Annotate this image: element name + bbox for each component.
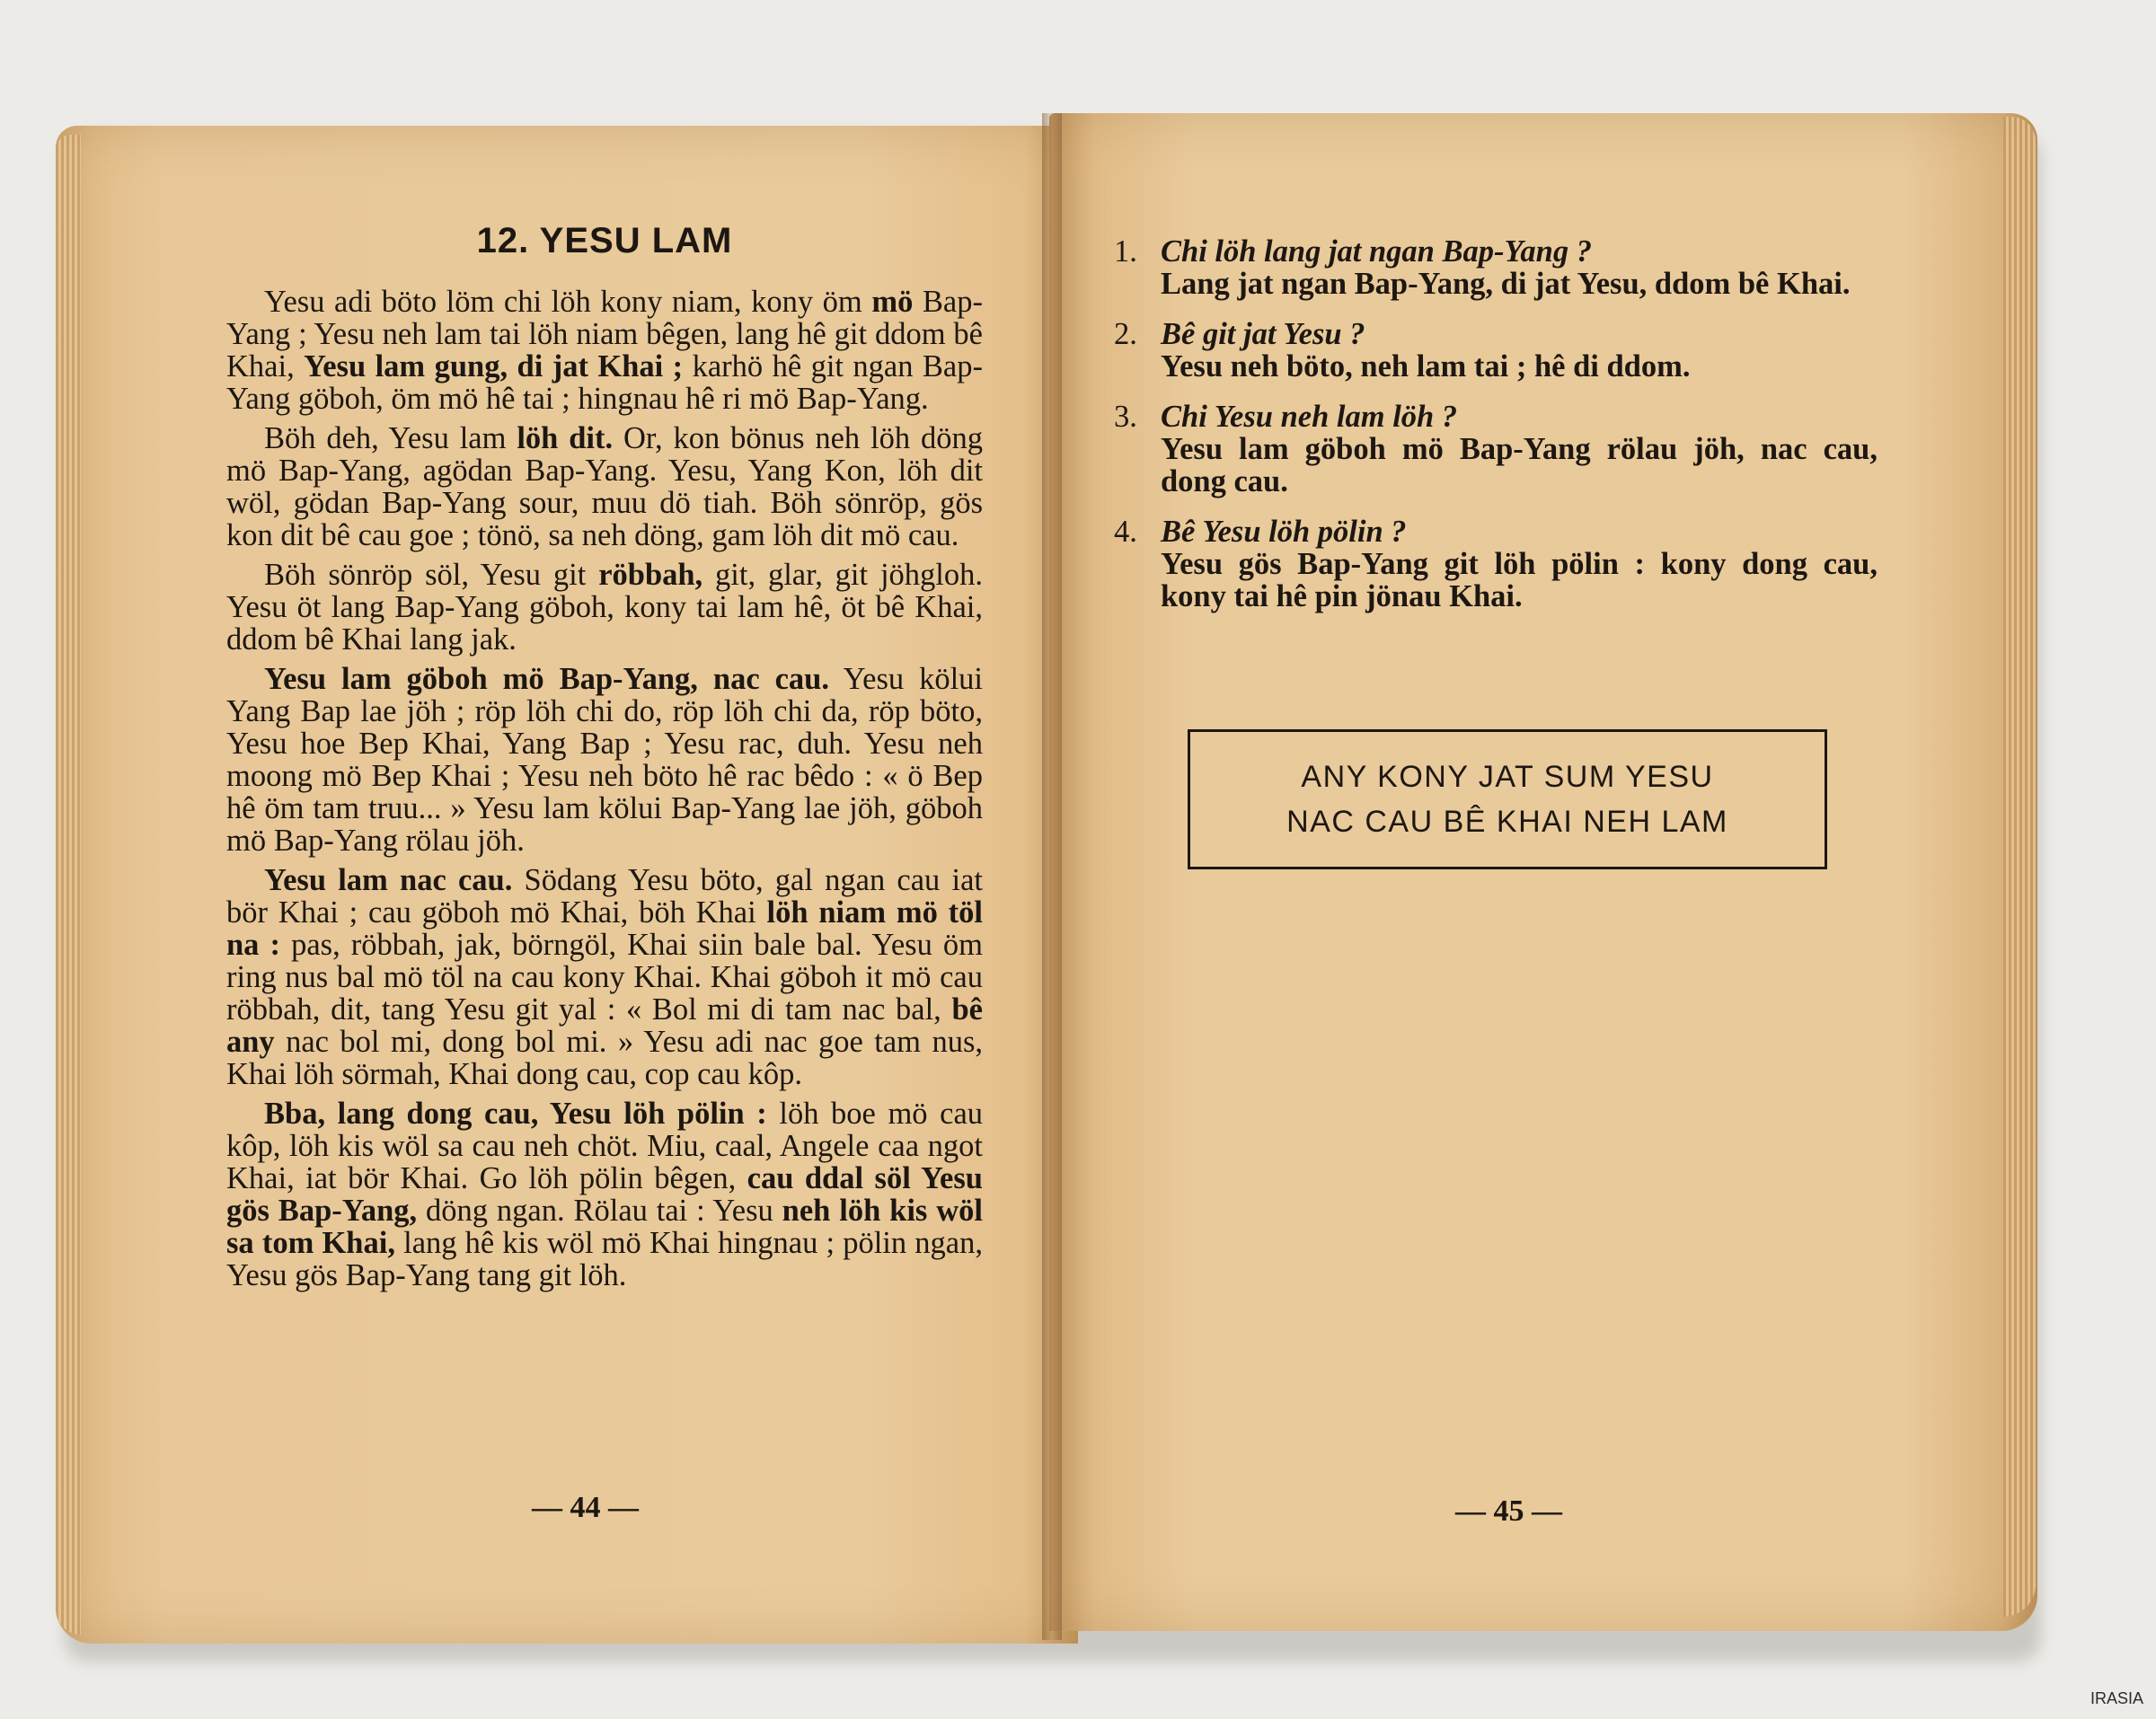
text-run: Böh sönröp söl, Yesu git — [264, 558, 599, 592]
page-number-right: — 45 — — [1455, 1494, 1562, 1528]
text-run: Yesu adi böto löm chi löh kony niam, kony öm — [264, 285, 872, 319]
text-run: Södang Yesu böto, gal ngan cau iat bör Khai ; cau göboh mö Khai, böh Khai — [226, 863, 983, 930]
question-line — [1114, 235, 1878, 268]
question-text: Bê Yesu löh pölin ? — [1161, 515, 1407, 549]
left-page-edges — [56, 135, 81, 1635]
paragraph — [226, 422, 983, 551]
paragraph — [226, 286, 983, 415]
answer-text: Yesu gös Bap-Yang git löh pölin : kony dong cau, kony tai hê pin jönau Khai. — [1161, 547, 1878, 613]
answer-text: Lang jat ngan Bap-Yang, di jat Yesu, ddom bê Khai. — [1161, 267, 1851, 301]
question-item — [1114, 235, 1878, 300]
question-item — [1114, 401, 1878, 498]
paragraph — [226, 864, 983, 1090]
bold-text-run: cau ddal söl Yesu gös Bap-Yang, — [226, 1161, 983, 1228]
right-page-edges — [2003, 117, 2036, 1617]
text-run: Yesu kölui Yang Bap lae jöh ; röp löh chi do, röp löh chi da, röp böto, Yesu hoe Bep Khai, Yang Bap ; Yesu rac, duh. Yesu neh moong mö Bep Khai ; Yesu neh böto hê rac bêdo : « ö Bep hê öm tam truu... » Yesu lam kölui Bap-Yang lae jöh, göboh mö Bap-Yang rölau jöh. — [226, 662, 984, 858]
watermark: IRASIA — [2090, 1689, 2143, 1707]
bold-text-run: Bba, lang dong cau, Yesu löh pölin : — [264, 1097, 767, 1131]
text-run: lang hê kis wöl mö Khai hingnau ; pölin ngan, Yesu gös Bap-Yang tang git löh. — [226, 1226, 983, 1292]
text-run: Or, kon bönus neh löh döng mö Bap-Yang, agödan Bap-Yang. Yesu, Yang Kon, löh dit wöl, gödan Bap-Yang sour, muu dö tiah. Böh sönröp, gös kon dit bê cau goe ; tönö, sa neh döng, gam löh dit mö cau. — [226, 421, 983, 552]
paragraph — [226, 663, 983, 857]
text-run: pas, röbbah, jak, börngöl, Khai siin bale bal. Yesu öm ring nus bal mö töl na cau kony Khai. Khai göboh it mö cau röbbah, dit, tang Yesu git yal : « Bol mi di tam nac bal, — [226, 928, 983, 1027]
answer-text: Yesu lam göboh mö Bap-Yang rölau jöh, nac cau, dong cau. — [1161, 432, 1878, 498]
chapter-title: 12. YESU LAM — [476, 221, 733, 260]
question-line — [1114, 401, 1878, 433]
bold-text-run: löh niam mö töl na : — [226, 895, 983, 962]
bold-text-run: neh löh kis wöl sa tom Khai, — [226, 1194, 983, 1260]
bold-text-run: löh dit. — [517, 421, 614, 455]
summary-line-1: ANY KONY JAT SUM YESU — [1301, 760, 1714, 794]
summary-line-2: NAC CAU BÊ KHAI NEH LAM — [1286, 805, 1728, 839]
question-number: 3. — [1114, 400, 1137, 434]
text-run: Böh deh, Yesu lam — [264, 421, 517, 455]
question-text: Bê git jat Yesu ? — [1161, 317, 1365, 351]
text-run: git, glar, git jöhgloh. Yesu öt lang Bap-Yang göboh, kony tai lam hê, öt bê Khai, ddom bê Khai lang jak. — [226, 558, 983, 657]
question-list — [1114, 235, 1878, 630]
text-run: Bap-Yang ; Yesu neh lam tai löh niam bêgen, lang hê git ddom bê Khai, — [226, 285, 983, 383]
bold-text-run: bê any — [226, 992, 983, 1059]
paragraph — [226, 1098, 983, 1291]
bold-text-run: Yesu lam gung, di jat Khai ; — [304, 349, 684, 383]
text-run: karhö hê git ngan Bap-Yang göboh, öm mö hê tai ; hingnau hê ri mö Bap-Yang. — [226, 349, 983, 416]
question-line — [1114, 318, 1878, 350]
bold-text-run: Yesu lam nac cau. — [264, 863, 513, 897]
bold-text-run: Yesu lam göboh mö Bap-Yang, nac cau. — [264, 662, 829, 696]
answer-text: Yesu neh böto, neh lam tai ; hê di ddom. — [1161, 349, 1691, 383]
question-item — [1114, 516, 1878, 613]
question-line — [1114, 516, 1878, 548]
question-number: 4. — [1114, 515, 1137, 549]
summary-box — [1188, 729, 1827, 869]
text-run: döng ngan. Rölau tai : Yesu — [417, 1194, 782, 1228]
question-text: Chi Yesu neh lam löh ? — [1161, 400, 1458, 434]
page-number-left: — 44 — — [532, 1491, 639, 1524]
question-item — [1114, 318, 1878, 383]
text-run: nac bol mi, dong bol mi. » Yesu adi nac goe tam nus, Khai löh sörmah, Khai dong cau, cop cau kôp. — [226, 1025, 983, 1091]
book-spine — [1042, 113, 1062, 1640]
paragraph — [226, 559, 983, 656]
question-text: Chi löh lang jat ngan Bap-Yang ? — [1161, 234, 1592, 269]
bold-text-run: mö — [871, 285, 914, 319]
left-page-body — [226, 286, 983, 1299]
text-run: löh boe mö cau kôp, löh kis wöl sa cau neh chöt. Miu, caal, Angele caa ngot Khai, iat bör Khai. Go löh pölin bêgen, — [226, 1097, 984, 1195]
question-number: 1. — [1114, 234, 1137, 269]
question-number: 2. — [1114, 317, 1137, 351]
bold-text-run: röbbah, — [598, 558, 703, 592]
